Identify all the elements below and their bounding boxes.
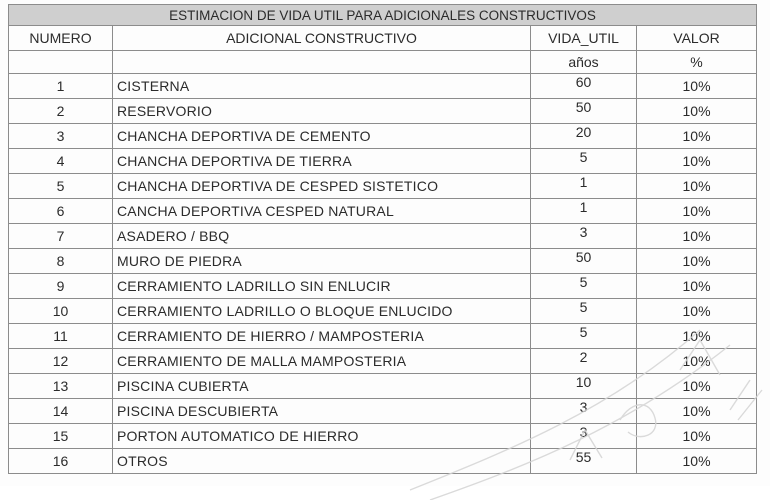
- row-valor: 10%: [637, 349, 757, 374]
- row-vida-util: 5: [531, 149, 637, 174]
- row-number: 14: [9, 399, 113, 424]
- row-name: OTROS: [113, 449, 531, 474]
- header-numero: NUMERO: [9, 26, 113, 51]
- row-valor: 10%: [637, 299, 757, 324]
- row-valor: 10%: [637, 399, 757, 424]
- row-number: 2: [9, 99, 113, 124]
- table-row: [9, 224, 757, 249]
- row-vida-util: 60: [531, 74, 637, 99]
- row-name: CERRAMIENTO LADRILLO O BLOQUE ENLUCIDO: [113, 299, 531, 324]
- row-vida-util: 3: [531, 424, 637, 449]
- row-vida-util: 5: [531, 324, 637, 349]
- table-row: [9, 424, 757, 449]
- row-name: CHANCHA DEPORTIVA DE CESPED SISTETICO: [113, 174, 531, 199]
- row-number: 12: [9, 349, 113, 374]
- row-vida-util: 1: [531, 199, 637, 224]
- row-name: PISCINA CUBIERTA: [113, 374, 531, 399]
- table-title: ESTIMACION DE VIDA UTIL PARA ADICIONALES CONSTRUCTIVOS: [9, 5, 757, 26]
- units-adicional-empty: [113, 51, 531, 74]
- table-row: [9, 324, 757, 349]
- row-name: CERRAMIENTO DE HIERRO / MAMPOSTERIA: [113, 324, 531, 349]
- row-name: CHANCHA DEPORTIVA DE TIERRA: [113, 149, 531, 174]
- table-row: [9, 199, 757, 224]
- table-row: [9, 349, 757, 374]
- header-row: [9, 26, 757, 51]
- table-row: [9, 74, 757, 99]
- table-row: [9, 149, 757, 174]
- table-title-row: [9, 5, 757, 26]
- table-row: [9, 399, 757, 424]
- table-row: [9, 449, 757, 474]
- row-name: CERRAMIENTO DE MALLA MAMPOSTERIA: [113, 349, 531, 374]
- row-vida-util: 55: [531, 449, 637, 474]
- row-name: PISCINA DESCUBIERTA: [113, 399, 531, 424]
- row-number: 5: [9, 174, 113, 199]
- row-valor: 10%: [637, 124, 757, 149]
- row-valor: 10%: [637, 74, 757, 99]
- row-vida-util: 1: [531, 174, 637, 199]
- row-vida-util: 3: [531, 224, 637, 249]
- row-name: PORTON AUTOMATICO DE HIERRO: [113, 424, 531, 449]
- table-row: [9, 99, 757, 124]
- table-row: [9, 374, 757, 399]
- row-valor: 10%: [637, 424, 757, 449]
- table-row: [9, 124, 757, 149]
- row-number: 1: [9, 74, 113, 99]
- header-adicional: ADICIONAL CONSTRUCTIVO: [113, 26, 531, 51]
- row-valor: 10%: [637, 199, 757, 224]
- row-valor: 10%: [637, 149, 757, 174]
- table-row: [9, 274, 757, 299]
- vida-util-table: [8, 4, 757, 474]
- row-valor: 10%: [637, 324, 757, 349]
- row-number: 7: [9, 224, 113, 249]
- row-vida-util: 3: [531, 399, 637, 424]
- row-name: CISTERNA: [113, 74, 531, 99]
- row-number: 4: [9, 149, 113, 174]
- row-valor: 10%: [637, 274, 757, 299]
- row-valor: 10%: [637, 224, 757, 249]
- row-number: 9: [9, 274, 113, 299]
- row-vida-util: 5: [531, 299, 637, 324]
- row-valor: 10%: [637, 174, 757, 199]
- row-number: 16: [9, 449, 113, 474]
- row-valor: 10%: [637, 249, 757, 274]
- row-name: CANCHA DEPORTIVA CESPED NATURAL: [113, 199, 531, 224]
- row-vida-util: 2: [531, 349, 637, 374]
- row-vida-util: 5: [531, 274, 637, 299]
- units-row: [9, 51, 757, 74]
- row-vida-util: 50: [531, 249, 637, 274]
- header-vida-util: VIDA_UTIL: [531, 26, 637, 51]
- table-row: [9, 174, 757, 199]
- units-numero-empty: [9, 51, 113, 74]
- row-name: MURO DE PIEDRA: [113, 249, 531, 274]
- row-number: 3: [9, 124, 113, 149]
- row-vida-util: 10: [531, 374, 637, 399]
- table-row: [9, 299, 757, 324]
- units-vida-util: años: [531, 51, 637, 74]
- row-valor: 10%: [637, 449, 757, 474]
- row-vida-util: 20: [531, 124, 637, 149]
- row-valor: 10%: [637, 99, 757, 124]
- row-number: 6: [9, 199, 113, 224]
- row-name: CHANCHA DEPORTIVA DE CEMENTO: [113, 124, 531, 149]
- row-vida-util: 50: [531, 99, 637, 124]
- units-valor: %: [637, 51, 757, 74]
- header-valor: VALOR: [637, 26, 757, 51]
- row-valor: 10%: [637, 374, 757, 399]
- row-number: 11: [9, 324, 113, 349]
- row-name: CERRAMIENTO LADRILLO SIN ENLUCIR: [113, 274, 531, 299]
- row-number: 15: [9, 424, 113, 449]
- table-row: [9, 249, 757, 274]
- row-number: 8: [9, 249, 113, 274]
- row-number: 10: [9, 299, 113, 324]
- row-name: ASADERO / BBQ: [113, 224, 531, 249]
- row-number: 13: [9, 374, 113, 399]
- row-name: RESERVORIO: [113, 99, 531, 124]
